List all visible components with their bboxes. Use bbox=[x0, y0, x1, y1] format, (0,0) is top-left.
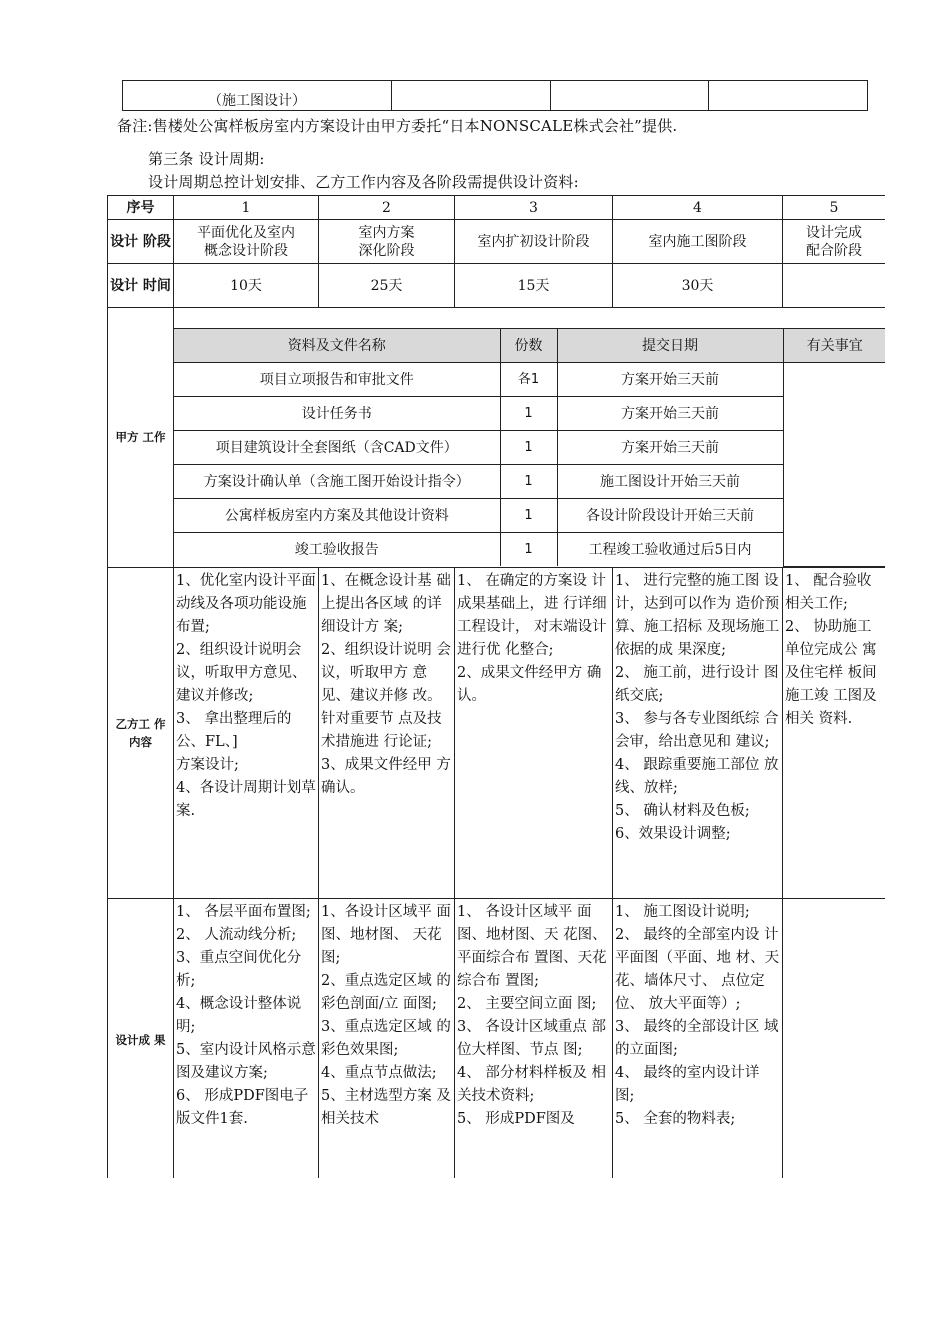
row-party-a bbox=[108, 308, 886, 568]
party-a-header-row bbox=[174, 329, 885, 363]
doc-date: 方案开始三天前 bbox=[557, 363, 783, 397]
party-a-row bbox=[174, 431, 885, 465]
row-party-b bbox=[108, 567, 886, 898]
duration-label: 设计 时间 bbox=[108, 264, 174, 308]
doc-name: 设计任务书 bbox=[174, 397, 500, 431]
doc-name: 方案设计确认单（含施工图开始设计指令） bbox=[174, 465, 500, 499]
row-deliverables bbox=[108, 898, 886, 1178]
row-stage bbox=[108, 220, 886, 264]
party-a-row bbox=[174, 499, 885, 533]
doc-date: 各设计阶段设计开始三天前 bbox=[557, 499, 783, 533]
party-b-stage-5: 1、 配合验收 相关工作; 2、 协助施工 单位完成公 寓及住宅样 板间施工竣 工图及相关 资料. bbox=[783, 567, 886, 898]
article-intro: 设计周期总控计划安排、乙方工作内容及各阶段需提供设计资料: bbox=[148, 173, 579, 191]
doc-date: 方案开始三天前 bbox=[557, 431, 783, 465]
stage-number: 2 bbox=[319, 196, 455, 220]
party-a-cell bbox=[174, 308, 886, 568]
stage-number: 1 bbox=[174, 196, 319, 220]
row-sequence bbox=[108, 196, 886, 220]
doc-name: 项目建筑设计全套图纸（含CAD文件） bbox=[174, 431, 500, 465]
header-date: 提交日期 bbox=[557, 329, 783, 363]
stage-number: 4 bbox=[613, 196, 783, 220]
deliverables-stage-2: 1、各设计区域平 面图、地材图、 天花图; 2、重点选定区域 的彩色剖面/立 面图; 3、重点选定区域 的彩色效果图; 4、重点节点做法; 5、主材选型方案 及相关技术 bbox=[319, 898, 455, 1178]
stage-duration: 15天 bbox=[455, 264, 613, 308]
header-notes: 有关事宜 bbox=[783, 329, 885, 363]
party-b-stage-4: 1、 进行完整的施工图 设计，达到可以作为 造价预算、施工招标 及现场施工依据的成 果深度; 2、 施工前，进行设计 图纸交底; 3、 参与各专业图纸综 合会审，给出意见和 建议; 4、 跟踪重要施工部位 放线、放样; 5、 确认材料及色板; 6、效果设计调整; bbox=[613, 567, 783, 898]
stage-duration: 10天 bbox=[174, 264, 319, 308]
header-count: 份数 bbox=[500, 329, 557, 363]
doc-count: 1 bbox=[500, 465, 557, 499]
doc-count: 各1 bbox=[500, 363, 557, 397]
fragment-cell-stage: （施工图设计） bbox=[123, 81, 392, 111]
fragment-cell bbox=[392, 81, 551, 111]
doc-name: 公寓样板房室内方案及其他设计资料 bbox=[174, 499, 500, 533]
fragment-cell bbox=[550, 81, 709, 111]
doc-name: 项目立项报告和审批文件 bbox=[174, 363, 500, 397]
deliverables-stage-4: 1、 施工图设计说明; 2、 最终的全部室内设 计平面图（平面、地 材、天花、墙体尺寸、 点位定位、 放大平面等）; 3、 最终的全部设计区 域的立面图; 4、 最终的室内设计详 图; 5、 全套的物料表; bbox=[613, 898, 783, 1178]
doc-notes bbox=[783, 363, 885, 567]
doc-date: 工程竣工验收通过后5日内 bbox=[557, 533, 783, 567]
party-b-stage-3: 1、 在确定的方案设 计成果基础上，进 行详细工程设计， 对末端设计进行优 化整合; 2、成果文件经甲方 确认。 bbox=[455, 567, 613, 898]
stage-duration: 30天 bbox=[613, 264, 783, 308]
stage-duration bbox=[783, 264, 886, 308]
deliverables-stage-5 bbox=[783, 898, 886, 1178]
party-a-documents-table bbox=[174, 308, 885, 567]
party-b-stage-1: 1、优化室内设计平面动线及各项功能设施布置; 2、组织设计说明会议，听取甲方意见、建议并修改; 3、 拿出整理后的 公、FL、] 方案设计; 4、各设计周期计划草案. bbox=[174, 567, 319, 898]
stage-name: 室内方案 深化阶段 bbox=[319, 220, 455, 264]
row-duration bbox=[108, 264, 886, 308]
party-a-label: 甲方 工作 bbox=[108, 308, 174, 568]
header-doc-name: 资料及文件名称 bbox=[174, 329, 500, 363]
stage-name: 室内施工图阶段 bbox=[613, 220, 783, 264]
party-a-row bbox=[174, 363, 885, 397]
doc-date: 施工图设计开始三天前 bbox=[557, 465, 783, 499]
deliverables-stage-1: 1、 各层平面布置图; 2、 人流动线分析; 3、重点空间优化分析; 4、概念设计整体说明; 5、室内设计风格示意图及建议方案; 6、 形成PDF图电子版文件1套. bbox=[174, 898, 319, 1178]
party-a-row bbox=[174, 465, 885, 499]
stage-name: 平面优化及室内 概念设计阶段 bbox=[174, 220, 319, 264]
party-b-stage-2: 1、在概念设计基 础上提出各区域 的详细设计方 案; 2、组织设计说明 会议，听取甲方 意见、建议并修 改。针对重要节 点及技术措施进 行论证; 3、成果文件经甲 方确认。 bbox=[319, 567, 455, 898]
doc-name: 竣工验收报告 bbox=[174, 533, 500, 567]
schedule-table-container bbox=[107, 195, 885, 1178]
party-a-row bbox=[174, 533, 885, 567]
article-title: 第三条 设计周期: bbox=[148, 150, 265, 168]
stage-number: 3 bbox=[455, 196, 613, 220]
stage-label: 设计 阶段 bbox=[108, 220, 174, 264]
party-b-label: 乙方工 作 内容 bbox=[108, 567, 174, 898]
stage-number: 5 bbox=[783, 196, 886, 220]
stage-name: 室内扩初设计阶段 bbox=[455, 220, 613, 264]
fragment-cell bbox=[709, 81, 868, 111]
previous-table-fragment bbox=[122, 80, 868, 111]
schedule-table bbox=[107, 195, 885, 1178]
doc-date: 方案开始三天前 bbox=[557, 397, 783, 431]
deliverables-label: 设计成 果 bbox=[108, 898, 174, 1178]
note-text: 备注:售楼处公寓样板房室内方案设计由甲方委托“日本NONSCALE株式会社”提供. bbox=[117, 117, 678, 135]
doc-count: 1 bbox=[500, 397, 557, 431]
party-a-spacer-row bbox=[174, 308, 885, 329]
doc-count: 1 bbox=[500, 533, 557, 567]
doc-count: 1 bbox=[500, 431, 557, 465]
deliverables-stage-3: 1、 各设计区域平 面图、地材图、天 花图、平面综合布 置图、天花综合布 置图; 2、 主要空间立面 图; 3、 各设计区域重点 部位大样图、节点 图; 4、 部分材料样板及 相关技术资料; 5、 形成PDF图及 bbox=[455, 898, 613, 1178]
stage-name: 设计完成 配合阶段 bbox=[783, 220, 886, 264]
sequence-label: 序号 bbox=[108, 196, 174, 220]
party-a-row bbox=[174, 397, 885, 431]
doc-count: 1 bbox=[500, 499, 557, 533]
stage-duration: 25天 bbox=[319, 264, 455, 308]
